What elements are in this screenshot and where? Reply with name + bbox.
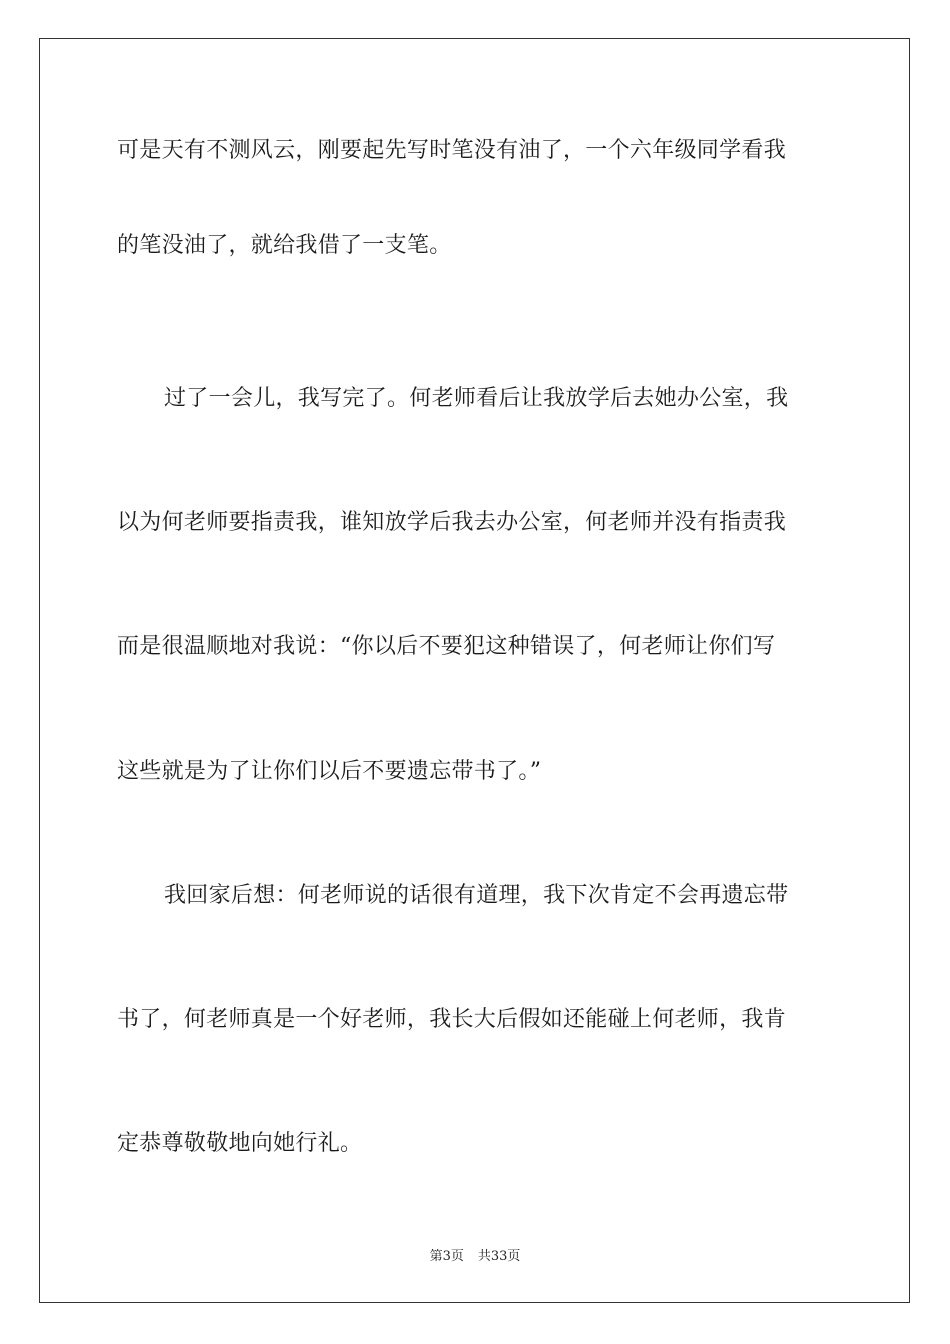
text-line: 定恭尊敬敬地向她行礼。	[117, 1131, 363, 1156]
text-line: 而是很温顺地对我说：“你以后不要犯这种错误了，何老师让你们写	[117, 634, 776, 659]
text-line: 以为何老师要指责我，谁知放学后我去办公室，何老师并没有指责我	[117, 510, 787, 535]
text-line: 过了一会儿，我写完了。何老师看后让我放学后去她办公室，我	[164, 386, 789, 411]
page-footer	[0, 1248, 950, 1266]
text-line: 的笔没油了，就给我借了一支笔。	[117, 233, 452, 258]
page-border	[39, 38, 910, 1303]
text-line: 可是天有不测风云，刚要起先写时笔没有油了，一个六年级同学看我	[117, 138, 787, 163]
total-pages: 共33页	[477, 1249, 521, 1264]
text-line: 这些就是为了让你们以后不要遗忘带书了。”	[117, 759, 542, 784]
text-line: 书了，何老师真是一个好老师，我长大后假如还能碰上何老师，我肯	[117, 1007, 787, 1032]
page-number: 第3页	[429, 1249, 464, 1264]
text-line: 我回家后想：何老师说的话很有道理，我下次肯定不会再遗忘带	[164, 883, 789, 908]
